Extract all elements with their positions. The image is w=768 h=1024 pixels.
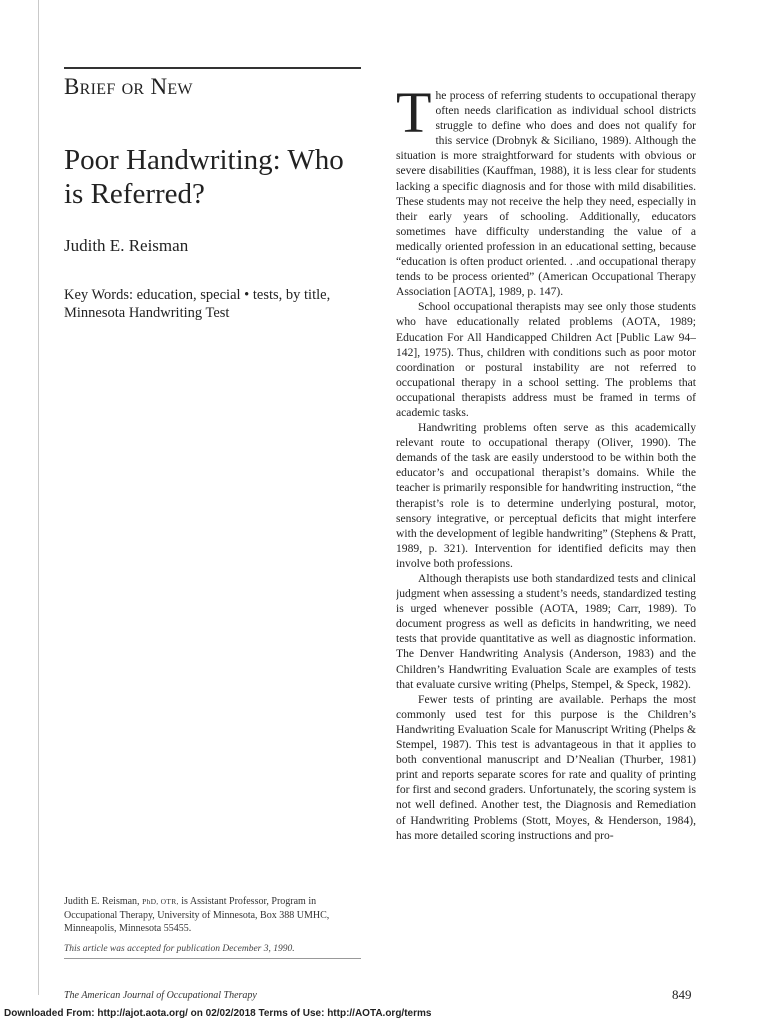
download-notice: Downloaded From: http://ajot.aota.org/ on 02/02/2018 Terms of Use: http://AOTA.org/terms <box>4 1008 432 1019</box>
acceptance-note: This article was accepted for publication December 3, 1990. <box>64 944 295 954</box>
article-keywords: Key Words: education, special • tests, by title, Minnesota Handwriting Test <box>64 287 331 321</box>
article-body <box>396 88 696 968</box>
drop-cap: T <box>396 88 432 145</box>
body-paragraph: Fewer tests of printing are available. Perhaps the most commonly used test for this purpose is the Children’s Handwriting Evaluation Scale for Manuscript Writing (Phelps & Stempel, 1987). This test is advantageous in that it applies to both conventional manuscript and D’Nealian (Thurber, 1981) print and reports separate scores for rate and quality of printing for first and second graders. Unfortunately, the scoring system is not well defined. Another test, the Diagnosis and Remediation of Handwriting Problems (Stott, Moyes, & Henderson, 1984), has more detailed scoring instructions and pro- <box>396 692 696 842</box>
body-paragraph: Handwriting problems often serve as this academically relevant route to occupational therapy (Oliver, 1990). The demands of the task are easily understood to be within both the educator’s and occupational therapist’s domains. While the teacher is primarily responsible for handwriting instruction, “the therapist’s role is to determine underlying postural, motor, sensory integrative, or perceptual deficits that might interfere with the development of legible handwriting” (Stephens & Pratt, 1989, p. 321). Intervention for identified deficits may then involve both professions. <box>396 421 696 570</box>
binding-edge-rule <box>38 0 39 995</box>
footnote-author-name: Judith E. Reisman, <box>64 896 143 907</box>
footnote-rule <box>64 958 361 959</box>
footnote-affiliation: is Assistant Professor, Program in Occupational Therapy, University of Minnesota, Box 388 UMHC, Minneapolis, Minnesota 55455. <box>64 896 330 934</box>
article-author: Judith E. Reisman <box>64 236 189 255</box>
section-top-rule <box>64 67 361 69</box>
author-footnote <box>64 895 361 936</box>
section-label: Brief or New <box>64 74 193 99</box>
footnote-credentials: PhD, OTR, <box>142 897 179 906</box>
page-number: 849 <box>672 987 692 1002</box>
body-paragraph-text: he process of referring students to occupational therapy often needs clarification as individual school districts struggle to define who does and does not qualify for this service (Drobnyk & Siciliano, 1989). Although the situation is more straightforward for students with obvious or severe disabilities (Kauffman, 1988), it is less clear for students lacking a specific diagnosis and for those with mild disabilities. These students may not receive the help they need, especially in their early years of schooling. Additionally, educators sometimes have difficulty understanding the value of a medically oriented profession in an educational setting, because “education is often product oriented. . .and occupational therapy tends to be process oriented” (American Occupational Therapy Association [AOTA], 1989, p. 147). <box>396 89 696 299</box>
article-title: Poor Handwriting: Who is Referred? <box>64 144 344 210</box>
journal-name: The American Journal of Occupational Therapy <box>64 990 257 1001</box>
body-paragraph: Although therapists use both standardized tests and clinical judgment when assessing a student’s needs, standardized testing is urged whenever possible (AOTA, 1989; Carr, 1989). To document progress as well as deficits in handwriting, we need tests that provide quantitative as well as diagnostic information. The Denver Handwriting Analysis (Anderson, 1983) and the Children’s Handwriting Evaluation Scale are examples of tests that evaluate cursive writing (Phelps, Stempel, & Speck, 1982). <box>396 572 696 691</box>
body-paragraph: School occupational therapists may see only those students who have educationally related problems (AOTA, 1989; Education For All Handicapped Children Act [Public Law 94–142], 1975). Thus, children with conditions such as poor motor coordination or postural instability are not referred to occupational therapy in a school setting. The problems that occupational therapists address must be framed in terms of academic tasks. <box>396 300 696 419</box>
body-paragraph <box>396 88 696 299</box>
